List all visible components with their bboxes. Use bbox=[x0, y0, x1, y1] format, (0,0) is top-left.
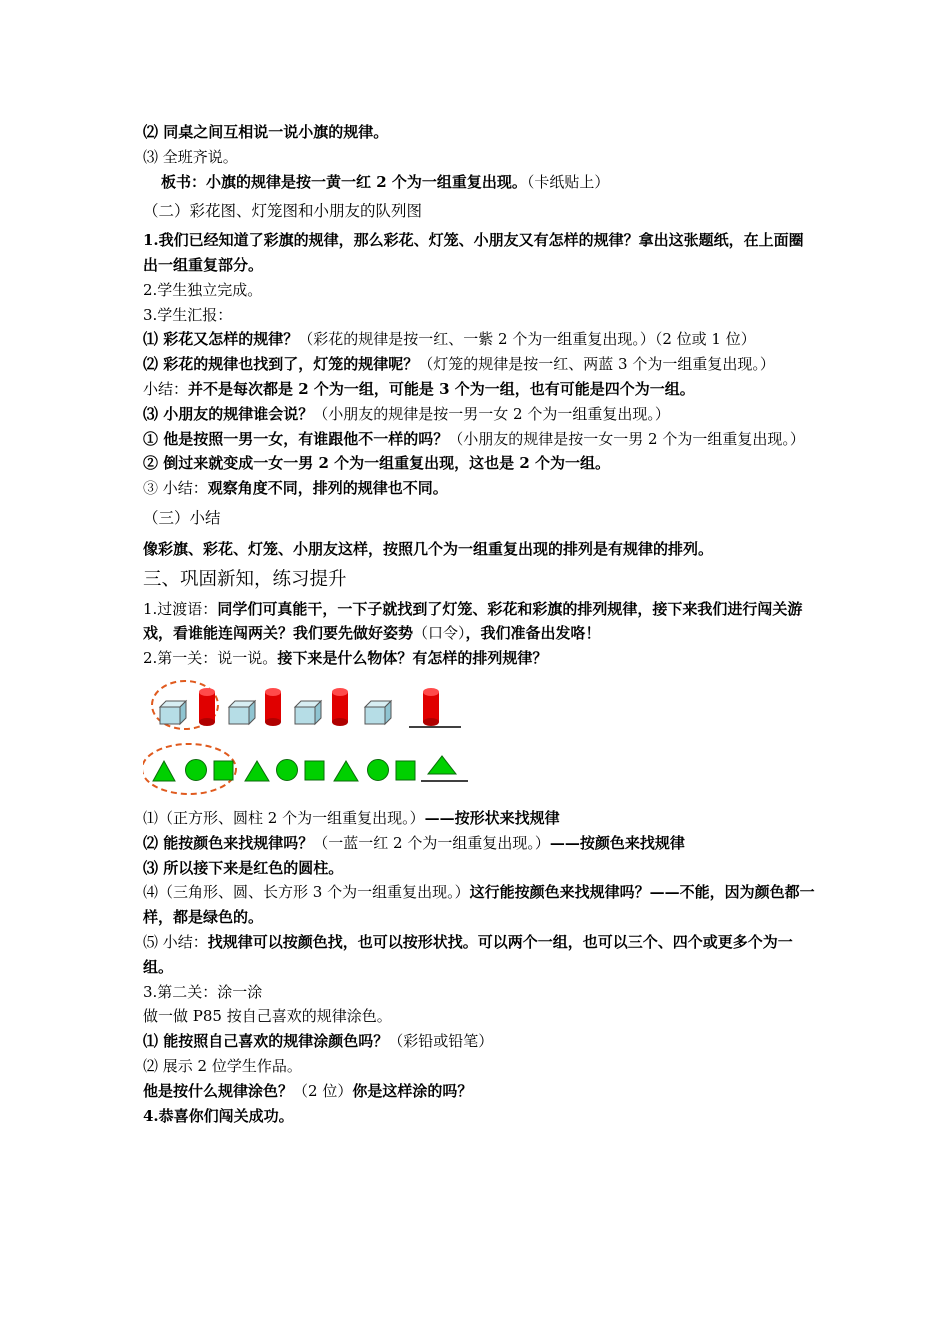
children-point-1 bbox=[143, 427, 815, 452]
triangle-shape bbox=[153, 761, 175, 781]
show-works: ⑵ 展示 2 位学生作品。 bbox=[143, 1056, 302, 1075]
reason-4-paren: ⑷（三角形、圆、长方形 3 个为一组重复出现。） bbox=[143, 883, 470, 902]
children-point-3-label: ③ 小结： bbox=[143, 479, 208, 498]
reason-1-paren: ⑴（正方形、圆柱 2 个为一组重复出现。） bbox=[143, 808, 425, 827]
summary-groups-text: 并不是每次都是 2 个为一组，可能是 3 个为一组，也有可能是四个为一组。 bbox=[188, 379, 695, 398]
reason-2-tail: ——按颜色来找规律 bbox=[549, 833, 685, 852]
circle-shape bbox=[277, 759, 298, 780]
question-children bbox=[143, 402, 815, 427]
chapter-heading: 三、巩固新知，练习提升 bbox=[143, 568, 347, 590]
children-point-2: ② 倒过来就变成一女一男 2 个为一组重复出现，这也是 2 个为一组。 bbox=[143, 454, 610, 473]
reason-1 bbox=[143, 806, 815, 831]
cylinder-shape bbox=[265, 688, 281, 726]
circle-shape bbox=[368, 759, 389, 780]
square-shape bbox=[396, 761, 415, 780]
summary-patterns: 像彩旗、彩花、灯笼、小朋友这样，按照几个为一组重复出现的排列是有规律的排列。 bbox=[143, 539, 714, 558]
board-note bbox=[143, 170, 815, 195]
ask-rule-bold: 他是按什么规律涂色？ bbox=[143, 1081, 294, 1100]
reason-4 bbox=[143, 880, 815, 930]
summary-groups bbox=[143, 377, 815, 402]
question-flowers bbox=[143, 327, 815, 352]
step-class-recite: ⑶ 全班齐说。 bbox=[143, 147, 238, 166]
para-task-3: 3.学生汇报： bbox=[143, 305, 233, 324]
reason-5 bbox=[143, 930, 815, 980]
transition-text: 同学们可真能干，一下子就找到了灯笼、彩花和彩旗的排列规律，接下来我们进行闯关游戏，看谁能连闯两关？我们要先做好姿势 bbox=[143, 599, 803, 643]
cylinder-answer-shape bbox=[423, 688, 439, 726]
question-lanterns-bold: ⑵ 彩花的规律也找到了，灯笼的规律呢？ bbox=[143, 355, 419, 374]
document-page bbox=[143, 120, 815, 1128]
coloring-question bbox=[143, 1029, 815, 1054]
section-heading-2: （二）彩花图、灯笼图和小朋友的队列图 bbox=[143, 202, 423, 221]
question-flowers-answer: （彩花的规律是按一红、一紫 2 个为一组重复出现。）（2 位或 1 位） bbox=[298, 330, 756, 349]
para-task-2: 2.学生独立完成。 bbox=[143, 280, 263, 299]
cube-shape bbox=[160, 701, 186, 724]
transition-label: 1.过渡语： bbox=[143, 599, 218, 618]
triangle-answer-shape bbox=[428, 756, 456, 774]
cylinder-shape bbox=[332, 688, 348, 726]
transition-speech bbox=[143, 597, 815, 647]
reason-2 bbox=[143, 831, 815, 856]
reason-2-paren: （一蓝一红 2 个为一组重复出现。） bbox=[313, 833, 550, 852]
children-point-3-text: 观察角度不同，排列的规律也不同。 bbox=[207, 479, 448, 498]
circle-shape bbox=[186, 759, 207, 780]
level-one bbox=[143, 646, 815, 671]
ask-rule bbox=[143, 1079, 815, 1104]
triangle-shape bbox=[334, 761, 358, 781]
cube-shape bbox=[365, 701, 391, 724]
level-two: 3.第二关：涂一涂 bbox=[143, 982, 263, 1001]
square-shape bbox=[214, 761, 233, 780]
question-children-bold: ⑶ 小朋友的规律谁会说？ bbox=[143, 404, 314, 423]
children-point-3 bbox=[143, 476, 815, 501]
reason-1-bold: ——按形状来找规律 bbox=[424, 808, 560, 827]
transition-end: ，我们准备出发咯！ bbox=[465, 624, 601, 643]
level-one-label: 2.第一关：说一说。 bbox=[143, 649, 278, 668]
reason-5-label: ⑸ 小结： bbox=[143, 932, 208, 951]
reason-5-bold: 找规律可以按颜色找，也可以按形状找。可以两个一组，也可以三个、四个或更多个为一组。 bbox=[143, 932, 793, 976]
board-note-paren: （卡纸贴上） bbox=[526, 172, 610, 191]
cube-shape bbox=[295, 701, 321, 724]
level-one-question: 接下来是什么物体？有怎样的排列规律？ bbox=[277, 649, 548, 668]
congrats: 4.恭喜你们闯关成功。 bbox=[143, 1106, 294, 1125]
coloring-question-bold: ⑴ 能按照自己喜欢的规律涂颜色吗？ bbox=[143, 1032, 389, 1051]
step-pair-discuss: ⑵ 同桌之间互相说一说小旗的规律。 bbox=[143, 123, 389, 141]
board-note-text: 板书：小旗的规律是按一黄一红 2 个为一组重复出现。 bbox=[161, 172, 527, 191]
question-children-answer: （小朋友的规律是按一男一女 2 个为一组重复出现。） bbox=[313, 404, 670, 423]
cylinder-shape bbox=[199, 688, 215, 726]
summary-groups-label: 小结： bbox=[143, 379, 189, 398]
square-shape bbox=[305, 761, 324, 780]
coloring-question-paren: （彩铅或铅笔） bbox=[388, 1032, 494, 1051]
section-heading-3: （三）小结 bbox=[143, 508, 221, 527]
triangle-shape bbox=[245, 761, 269, 781]
question-lanterns bbox=[143, 352, 815, 377]
children-point-1-answer: （小朋友的规律是按一女一男 2 个为一组重复出现。） bbox=[448, 429, 805, 448]
transition-paren: （口令） bbox=[413, 624, 466, 643]
reason-2-bold: ⑵ 能按颜色来找规律吗？ bbox=[143, 833, 314, 852]
reason-4-bold: 这行能按颜色来找规律吗？——不能，因为颜色都一样，都是绿色的。 bbox=[143, 883, 815, 927]
pattern-diagram bbox=[143, 675, 815, 800]
question-lanterns-answer: （灯笼的规律是按一红、两蓝 3 个为一组重复出现。） bbox=[418, 355, 775, 374]
pattern-diagram-svg bbox=[143, 675, 815, 800]
reason-3: ⑶ 所以接下来是红色的圆柱。 bbox=[143, 858, 344, 877]
children-point-1-bold: ① 他是按照一男一女，有谁跟他不一样的吗？ bbox=[143, 429, 449, 448]
ask-rule-paren: （2 位） bbox=[293, 1081, 353, 1100]
cube-shape bbox=[229, 701, 255, 724]
question-flowers-bold: ⑴ 彩花又怎样的规律？ bbox=[143, 330, 299, 349]
level-two-task: 做一做 P85 按自己喜欢的规律涂色。 bbox=[143, 1007, 392, 1026]
para-task-1: 1.我们已经知道了彩旗的规律，那么彩花、灯笼、小朋友又有怎样的规律？拿出这张题纸，在上面圈出一组重复部分。 bbox=[143, 231, 804, 274]
ask-rule-tail: 你是这样涂的吗？ bbox=[352, 1081, 473, 1100]
